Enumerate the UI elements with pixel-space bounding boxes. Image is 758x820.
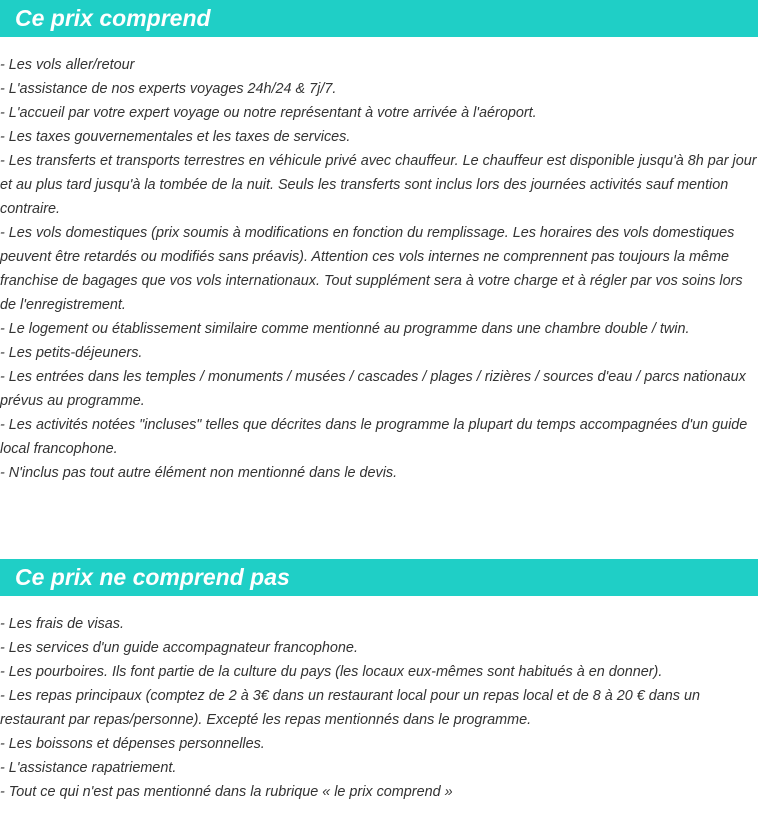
included-list-item: - Les taxes gouvernementales et les taxes de services. — [0, 129, 351, 145]
excluded-section-title: Ce prix ne comprend pas — [15, 564, 290, 590]
excluded-list-item: - Les pourboires. Ils font partie de la culture du pays (les locaux eux-mêmes sont habitués à en donner). — [0, 664, 663, 680]
excluded-list-item: - Les frais de visas. — [0, 616, 124, 632]
included-list-item: - Les transferts et transports terrestres en véhicule privé avec chauffeur. Le chauffeur est disponible jusqu'à 8h par jour et au plus tard jusqu'à la tombée de la nuit. Seuls les transferts sont inclus lors des journées activités sauf mention contraire. — [0, 153, 757, 217]
excluded-list — [0, 612, 758, 804]
included-list-item: - Le logement ou établissement similaire comme mentionné au programme dans une chambre double / twin. — [0, 321, 690, 337]
included-list-item: - Les entrées dans les temples / monuments / musées / cascades / plages / rizières / sources d'eau / parcs nationaux prévus au programme. — [0, 369, 746, 409]
excluded-list-item: - Les repas principaux (comptez de 2 à 3€ dans un restaurant local pour un repas local et de 8 à 20 € dans un restaurant par repas/personne). Excepté les repas mentionnés dans le programme. — [0, 688, 700, 728]
included-section-header — [0, 0, 758, 37]
excluded-list-item: - Les boissons et dépenses personnelles. — [0, 736, 265, 752]
included-list-item: - N'inclus pas tout autre élément non mentionné dans le devis. — [0, 465, 398, 481]
excluded-list-item: - Les services d'un guide accompagnateur francophone. — [0, 640, 358, 656]
included-list-item: - L'assistance de nos experts voyages 24h/24 & 7j/7. — [0, 81, 337, 97]
included-list-item: - Les petits-déjeuners. — [0, 345, 143, 361]
included-list-item: - Les activités notées "incluses" telles que décrites dans le programme la plupart du temps accompagnées d'un guide local francophone. — [0, 417, 748, 457]
included-list-item: - L'accueil par votre expert voyage ou notre représentant à votre arrivée à l'aéroport. — [0, 105, 537, 121]
included-list — [0, 53, 758, 485]
included-list-item: - Les vols aller/retour — [0, 57, 135, 73]
included-list-item: - Les vols domestiques (prix soumis à modifications en fonction du remplissage. Les horaires des vols domestiques peuvent être retardés ou modifiés sans préavis). Attention ces vols internes ne comprennent pas toujours la même franchise de bagages que vos vols internationaux. Tout supplément sera à votre charge et à régler par vos soins lors de l'enregistrement. — [0, 225, 743, 313]
excluded-list-item: - Tout ce qui n'est pas mentionné dans la rubrique « le prix comprend » — [0, 784, 453, 800]
excluded-list-item: - L'assistance rapatriement. — [0, 760, 177, 776]
excluded-section-header — [0, 559, 758, 596]
included-section-title: Ce prix comprend — [15, 5, 211, 31]
